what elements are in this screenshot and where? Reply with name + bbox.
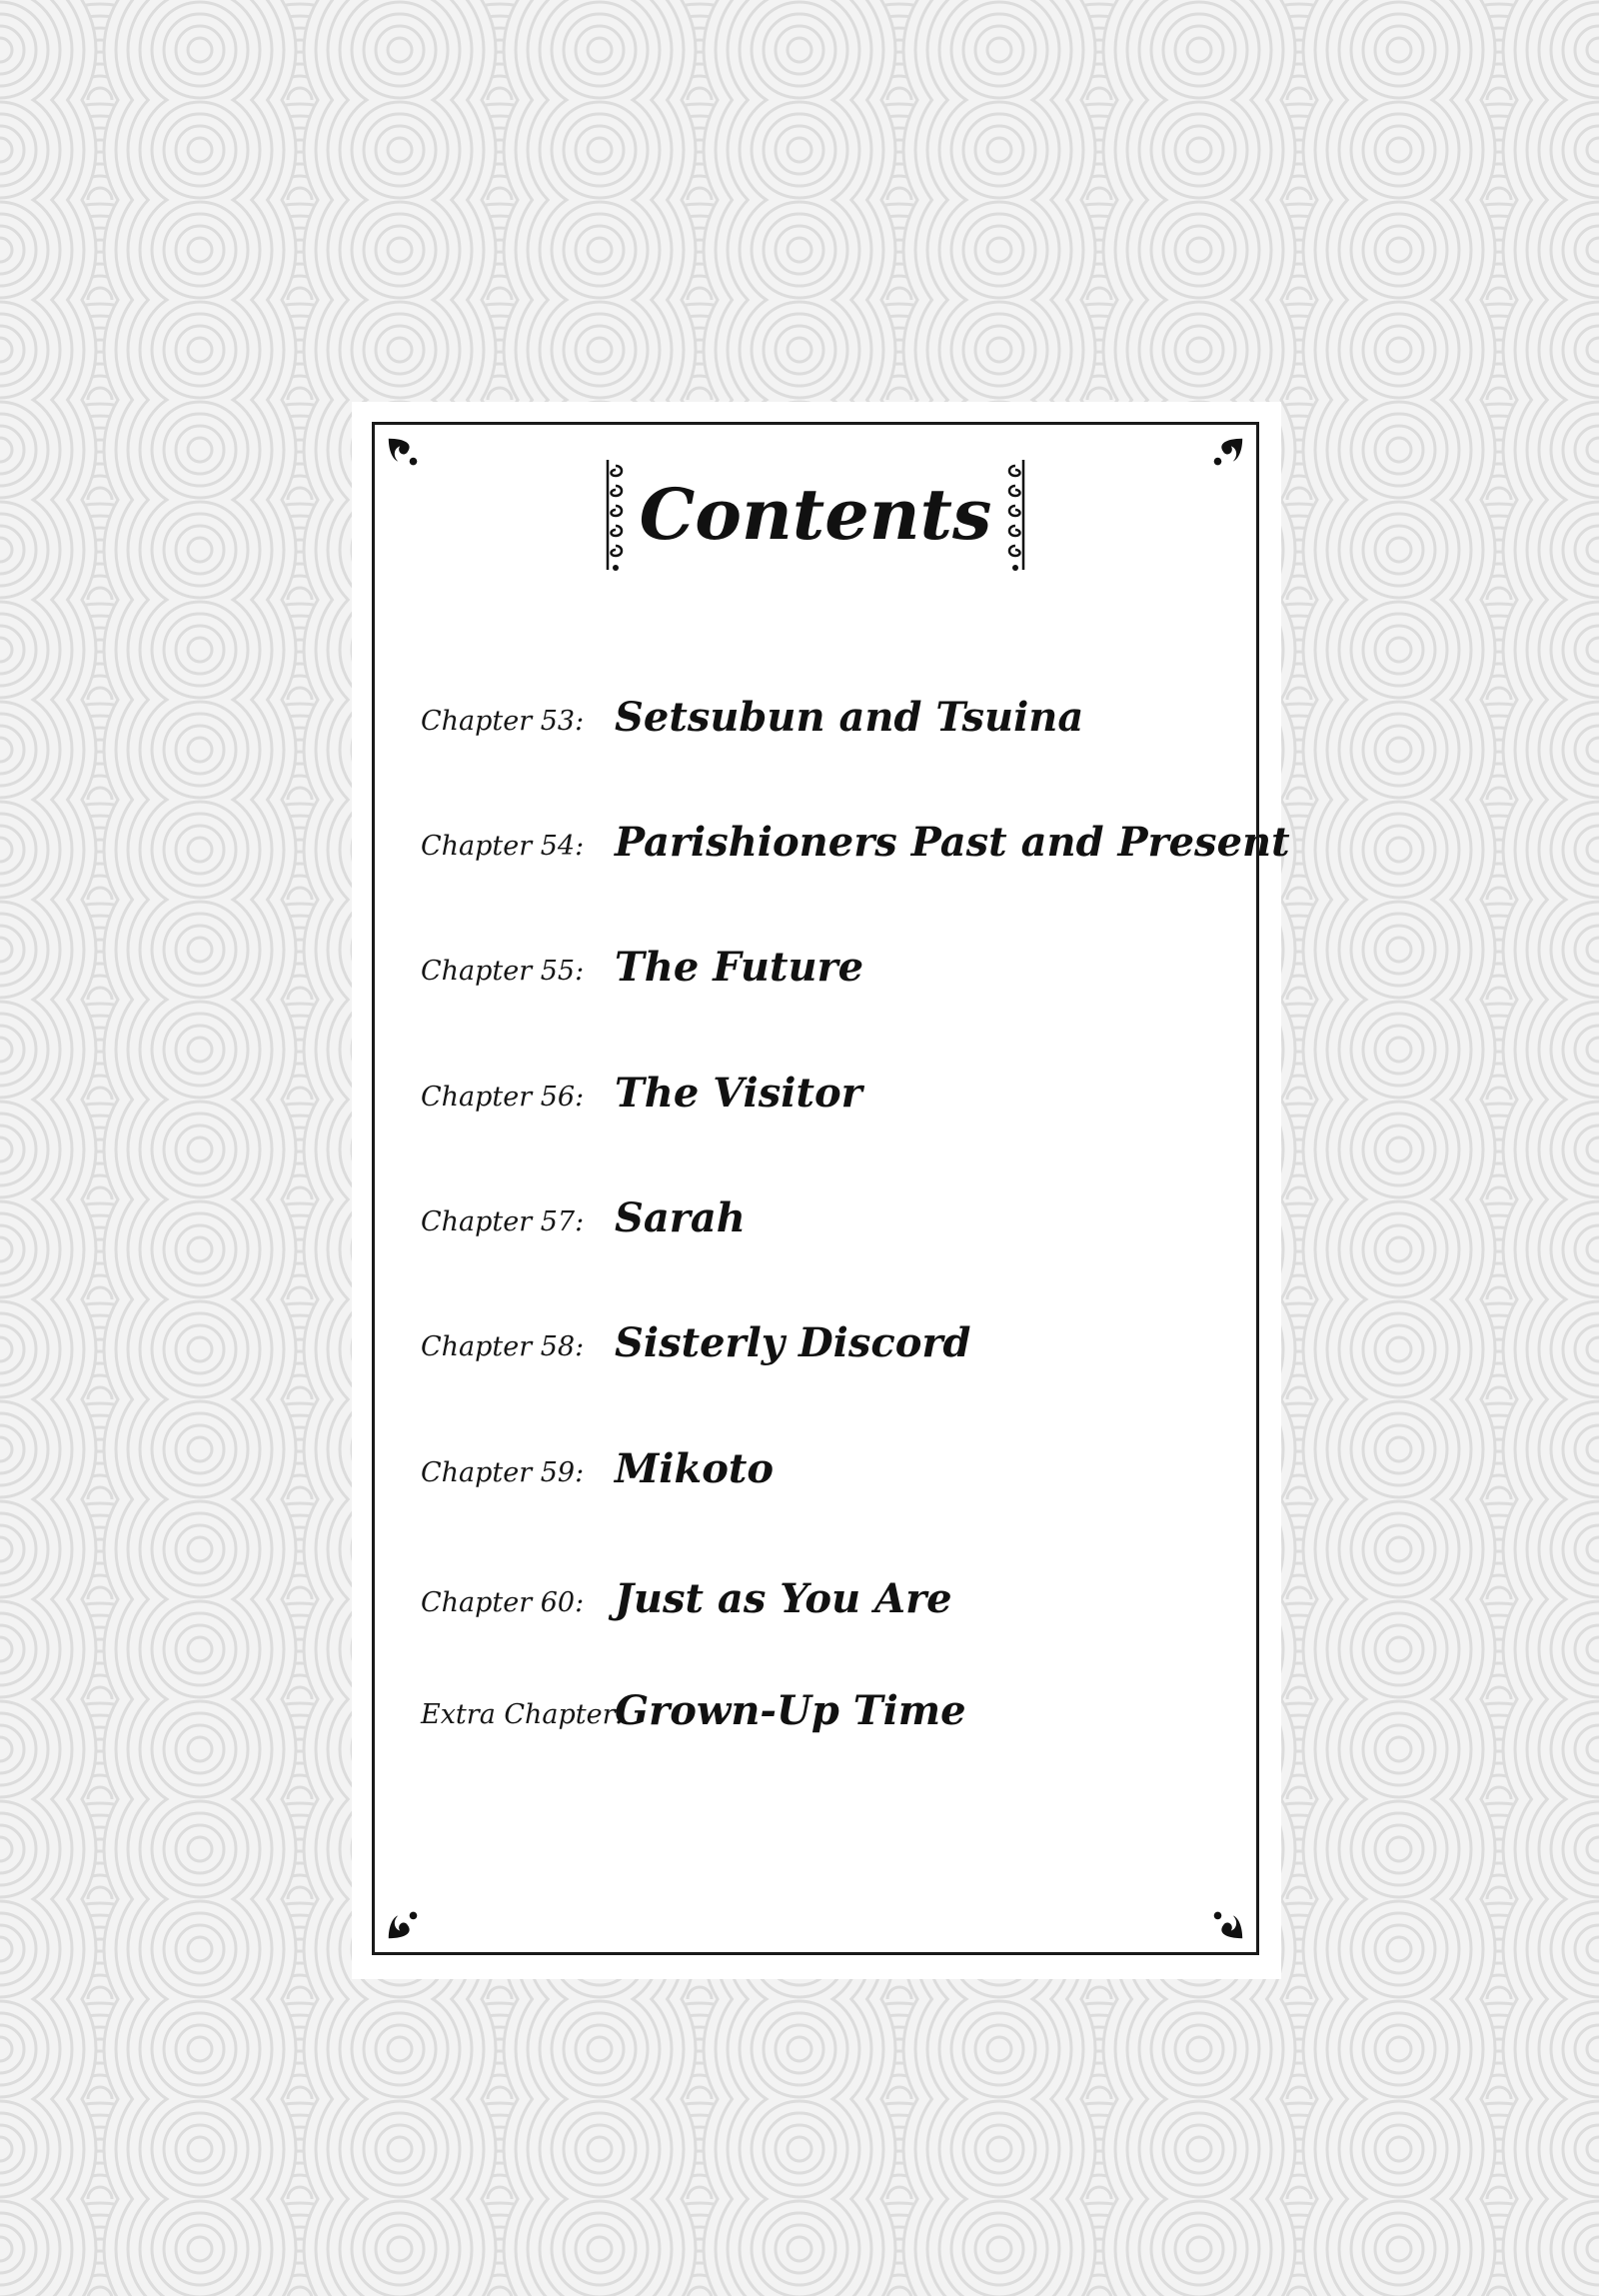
chapter-title: Grown-Up Time (615, 1687, 966, 1734)
chapter-title: Just as You Are (615, 1575, 952, 1622)
page-title: Contents (639, 473, 992, 556)
chapter-title: Sisterly Discord (615, 1319, 971, 1366)
chapter-number: Chapter 57: (421, 1206, 585, 1237)
chapter-title: Mikoto (615, 1445, 775, 1492)
chapter-number: Chapter 53: (421, 706, 585, 737)
chapter-number: Extra Chapter: (421, 1699, 625, 1730)
contents-entry (421, 1185, 1240, 1245)
contents-list (375, 425, 1290, 1952)
chapter-number: Chapter 60: (421, 1587, 585, 1618)
chapter-number: Chapter 55: (421, 956, 585, 987)
chapter-title: The Visitor (615, 1070, 862, 1117)
contents-entry (421, 1678, 1240, 1738)
contents-frame (372, 422, 1290, 1955)
chapter-title: Parishioners Past and Present (615, 819, 1290, 866)
contents-entry (421, 935, 1240, 995)
chapter-title: Setsubun and Tsuina (615, 694, 1084, 741)
contents-entry (421, 685, 1240, 745)
chapter-title: The Future (615, 944, 864, 991)
chapter-number: Chapter 54: (421, 831, 585, 862)
contents-entry (421, 810, 1290, 870)
contents-entry (421, 1061, 1240, 1121)
contents-entry (421, 1436, 1240, 1496)
contents-entry (421, 1310, 1240, 1370)
chapter-number: Chapter 58: (421, 1331, 585, 1362)
chapter-number: Chapter 56: (421, 1082, 585, 1113)
contents-panel (352, 402, 1290, 1979)
contents-entry (421, 1566, 1240, 1626)
chapter-number: Chapter 59: (421, 1457, 585, 1488)
chapter-title: Sarah (615, 1194, 746, 1241)
